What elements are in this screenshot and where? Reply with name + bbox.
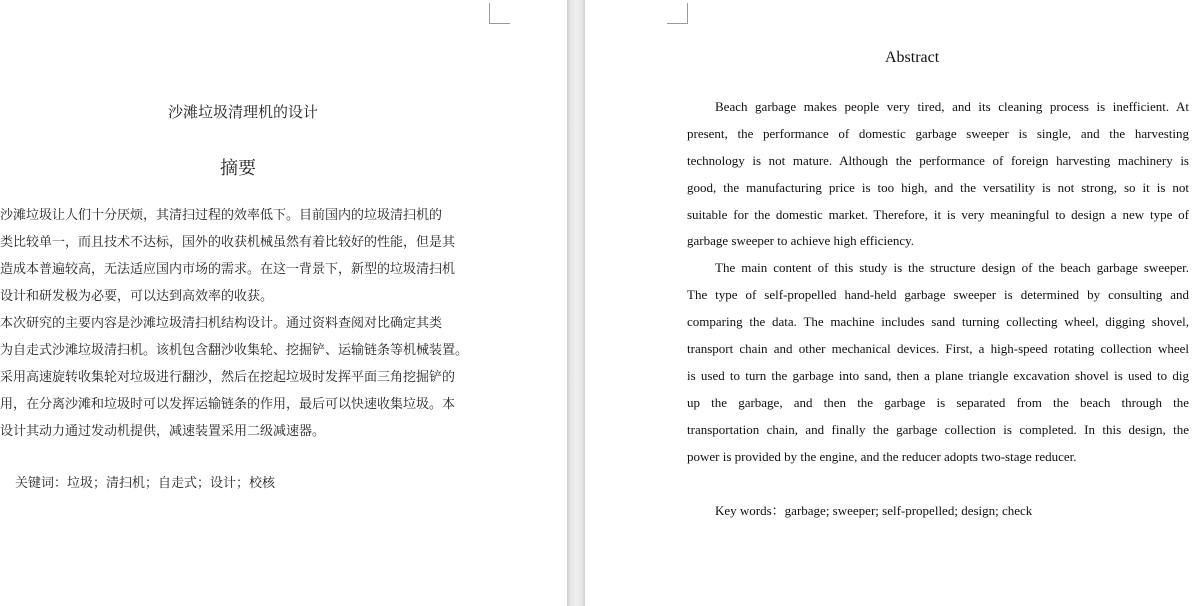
text-line: is used to turn the garbage into sand, then a plane triangle excavation shovel is used to dig (687, 367, 1189, 383)
text-line: suitable for the domestic market. Therefore, it is very meaningful to design a new type of (687, 206, 1189, 222)
text-line: 造成本普遍较高，无法适应国内市场的需求。在这一背景下，新型的垃圾清扫机 (0, 262, 456, 277)
text-line: 采用高速旋转收集轮对垃圾进行翻沙，然后在挖起垃圾时发挥平面三角挖掘铲的 (0, 370, 456, 385)
text-line: up the garbage, and then the garbage is separated from the beach through the (687, 394, 1189, 410)
text-line: transport chain and other mechanical devices. First, a high-speed rotating collection wheel (687, 341, 1189, 357)
text-line: 类比较单一，而且技术不达标，国外的收获机械虽然有着比较好的性能，但是其 (0, 235, 456, 250)
text-line: 用，在分离沙滩和垃圾时可以发挥运输链条的作用，最后可以快速收集垃圾。本 (0, 397, 456, 412)
page-corner-marker (489, 3, 510, 24)
text-line: technology is not mature. Although the performance of foreign harvesting machinery is (687, 152, 1189, 168)
text-line: power is provided by the engine, and the reducer adopts two-stage reducer. (687, 448, 1077, 464)
document-page-chinese (0, 0, 567, 606)
chinese-abstract-body (0, 202, 490, 445)
text-line: 设计和研发极为必要，可以达到高效率的收获。 (0, 289, 274, 304)
page-corner-marker (667, 3, 688, 24)
text-line: 沙滩垃圾让人们十分厌烦，其清扫过程的效率低下。目前国内的垃圾清扫机的 (0, 208, 443, 223)
text-line: 设计其动力通过发动机提供，减速装置采用二级减速器。 (0, 424, 326, 439)
text-line: present, the performance of domestic garbage sweeper is single, and the harvesting (687, 125, 1189, 141)
chinese-keywords: 关键词：垃圾；清扫机；自走式；设计；校核 (15, 476, 276, 491)
text-line: 为自走式沙滩垃圾清扫机。该机包含翻沙收集轮、挖掘铲、运输链条等机械装置。 (0, 343, 469, 358)
text-line: The type of self-propelled hand-held garbage sweeper is determined by consulting and (687, 287, 1189, 303)
text-line: garbage sweeper to achieve high efficiency. (687, 233, 915, 249)
text-line: comparing the data. The machine includes sand turning collecting wheel, digging shovel, (687, 314, 1189, 330)
chinese-title: 沙滩垃圾清理机的设计 (167, 103, 318, 121)
document-page-english (585, 0, 1195, 606)
english-abstract-body (687, 94, 1189, 470)
page-gutter (567, 0, 585, 606)
text-line: 本次研究的主要内容是沙滩垃圾清扫机结构设计。通过资料查阅对比确定其类 (0, 316, 443, 331)
text-line: The main content of this study is the structure design of the beach garbage sweeper. (715, 260, 1189, 276)
chinese-abstract-heading: 摘要 (220, 158, 256, 179)
english-abstract-heading: Abstract (885, 49, 940, 66)
english-keywords: Key words：garbage; sweeper; self-propelled; design; check (715, 503, 1033, 518)
text-line: Beach garbage makes people very tired, and its cleaning process is inefficient. At (715, 99, 1189, 114)
text-line: transportation chain, and finally the garbage collection is completed. In this design, the (687, 421, 1189, 437)
text-line: good, the manufacturing price is too high, and the versatility is not strong, so it is not (687, 179, 1189, 195)
